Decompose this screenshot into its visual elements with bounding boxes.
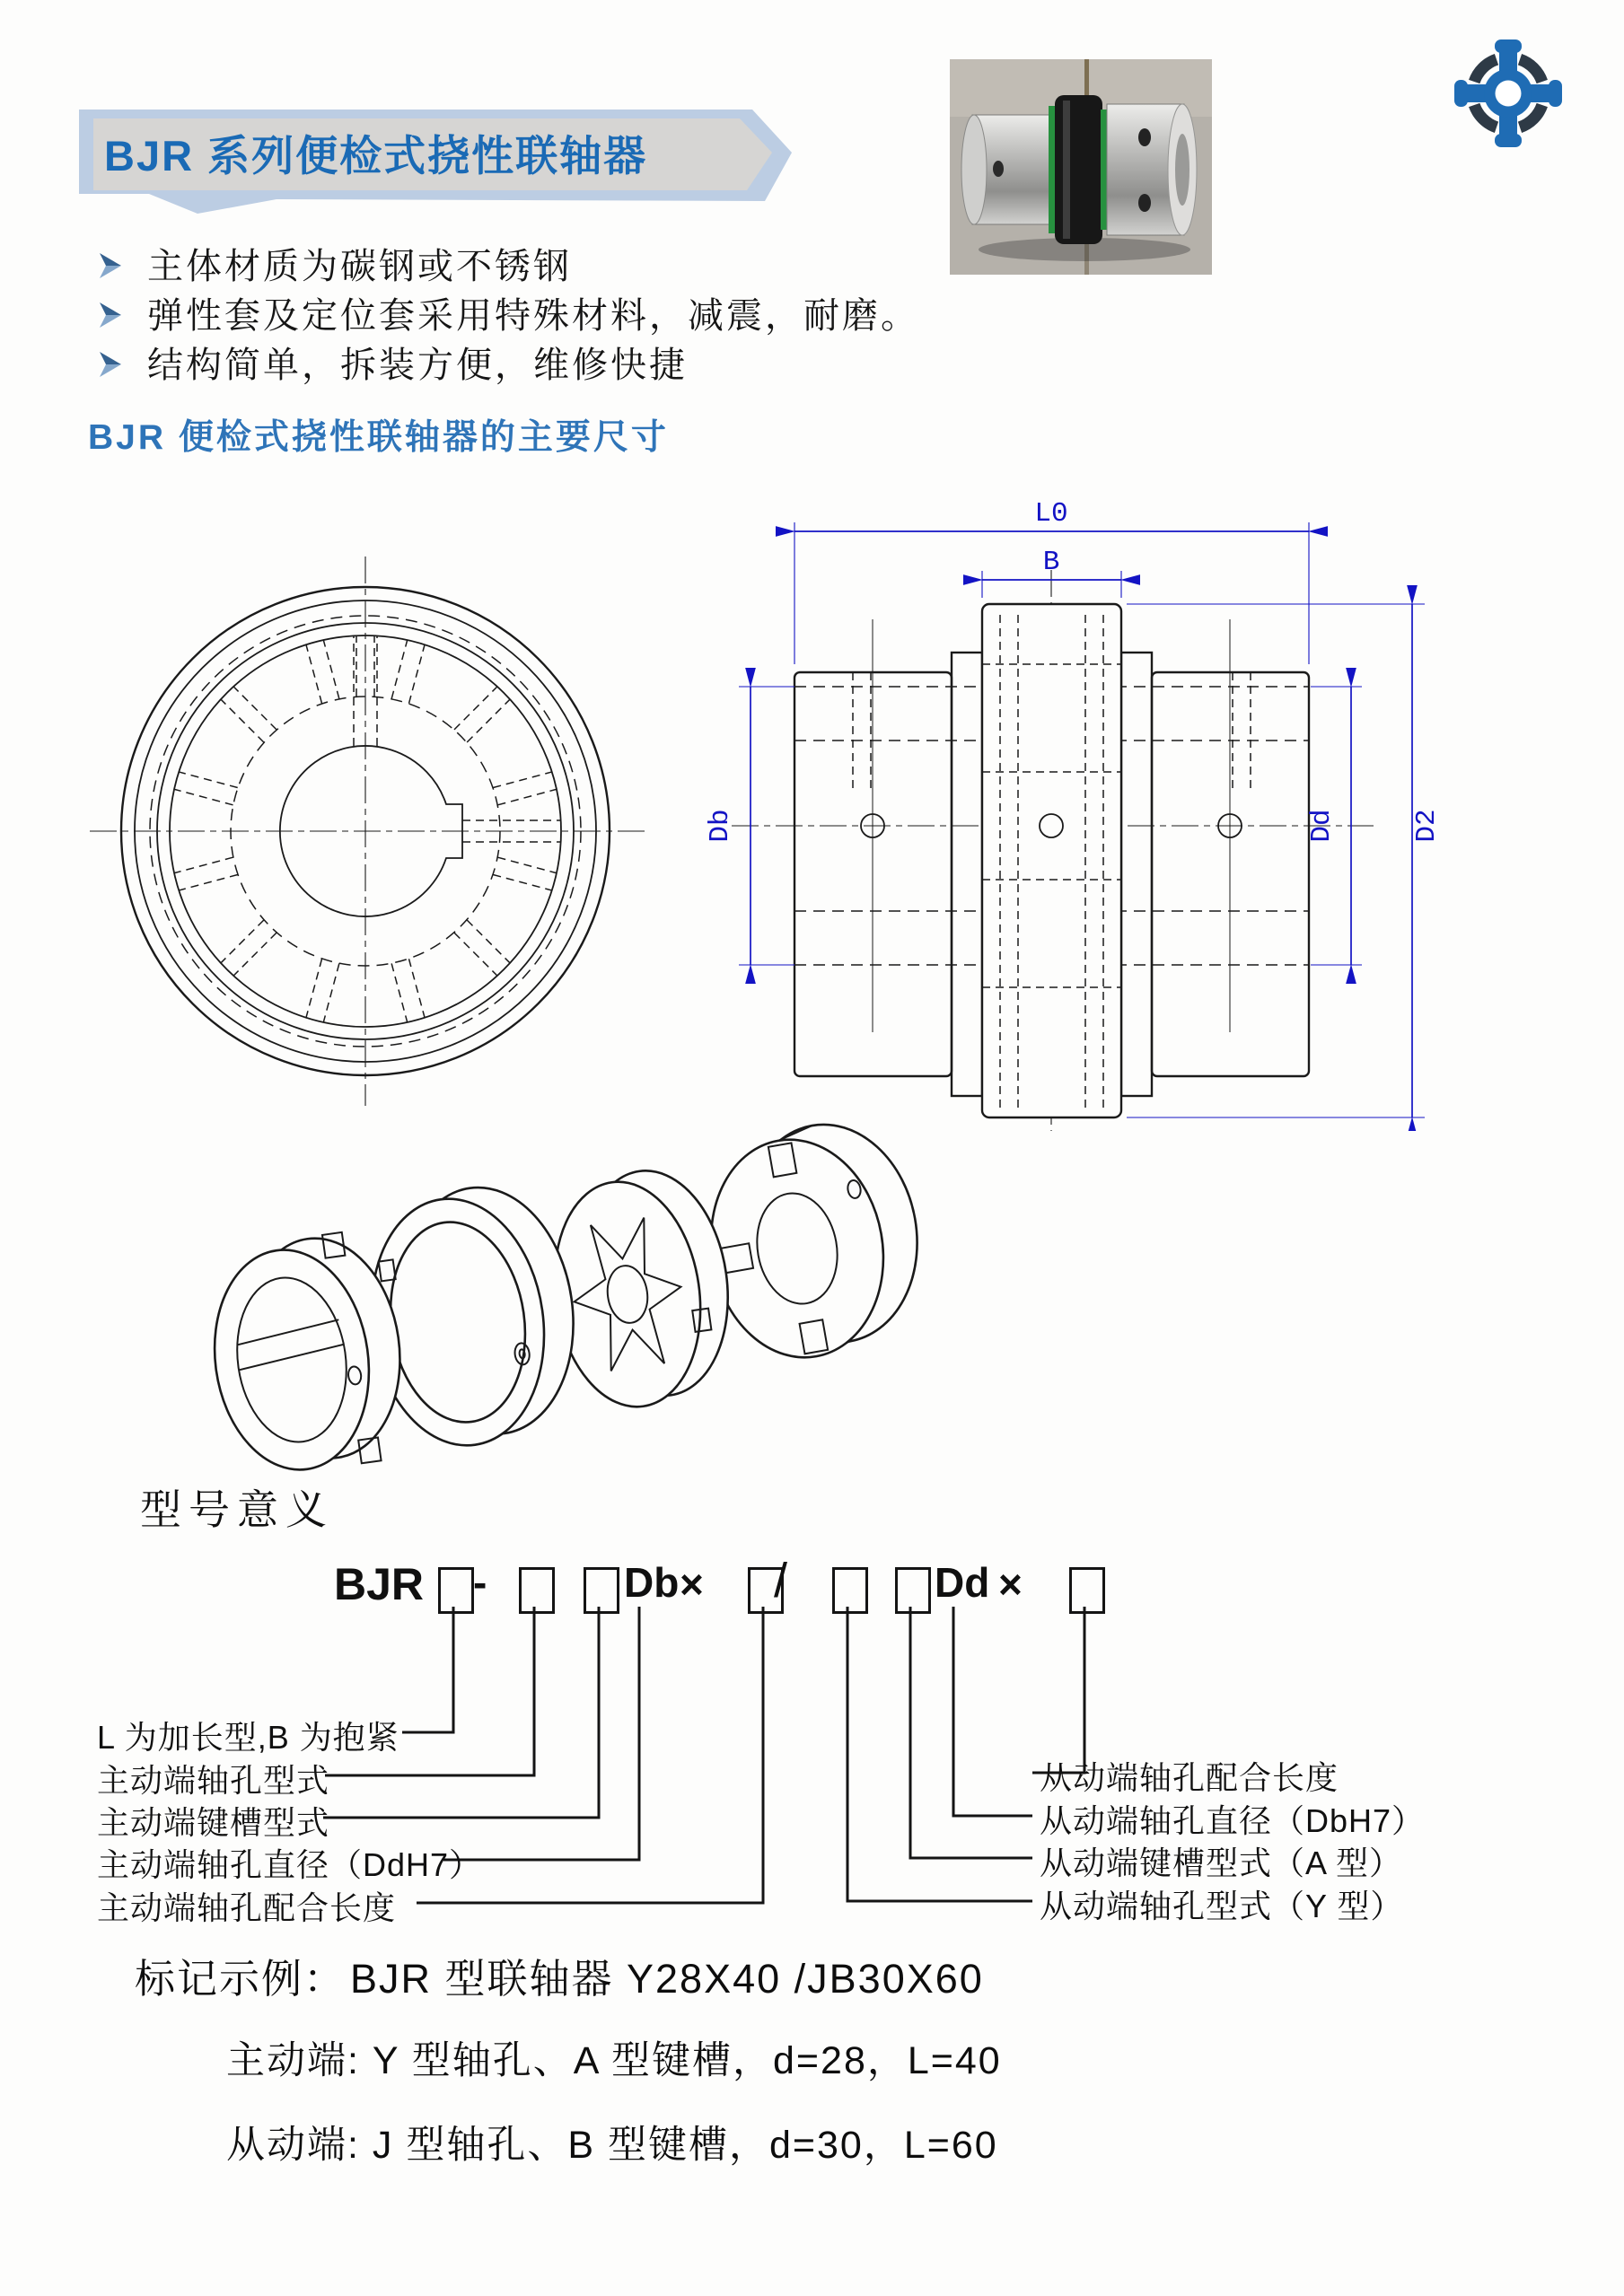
code-dash: - [473,1559,487,1606]
example-model: BJR 型联轴器 Y28X40 /JB30X60 [350,1956,984,2002]
dim-label-db: Db [705,809,736,843]
example-driven-end: 从动端: J 型轴孔、B 型键槽，d=30，L=60 [226,2124,998,2167]
page-title: BJR 系列便检式挠性联轴器 [104,132,648,180]
bullet-arrow-icon [97,350,124,379]
right-collar [1121,653,1152,1096]
model-label-left-3: 主动端键槽型式 [97,1804,330,1841]
code-prefix: BJR [334,1559,425,1609]
exploded-right-hub [693,1115,936,1371]
list-item [97,346,919,384]
model-label-left-2: 主动端轴孔型式 [97,1762,330,1799]
title-banner [63,104,821,217]
photo-coupling [961,95,1197,244]
left-collar [952,653,982,1096]
code-slash: / [774,1554,788,1608]
coupling-logo-icon [1454,38,1562,149]
feature-list [97,248,919,396]
example-driving-end: 主动端: Y 型轴孔、A 型键槽，d=28，L=40 [226,2039,1002,2082]
exploded-view [126,1115,988,1501]
code-times-1: × [680,1561,704,1608]
front-view [90,556,646,1106]
model-label-right-3: 从动端键槽型式（A 型） [1040,1845,1403,1881]
bullet-arrow-icon [97,301,124,329]
dimension-drawing [63,485,1624,1131]
model-label-left-4: 主动端轴孔直径（DdH7） [97,1846,483,1883]
model-label-right-2: 从动端轴孔直径（DbH7） [1040,1802,1426,1839]
code-times-2: × [998,1561,1023,1608]
list-item [97,297,919,335]
model-label-left-1: L 为加长型,B 为抱紧 [97,1719,399,1756]
model-label-right-4: 从动端轴孔型式（Y 型） [1040,1888,1404,1924]
dim-label-d2: D2 [1411,809,1443,843]
code-db: Db [624,1559,680,1606]
photo-rubber-ring [1055,95,1102,244]
dim-label-b: B [1042,547,1060,578]
feature-text: 主体材质为碳钢或不锈钢 [147,247,572,286]
logo-cross [1454,39,1562,147]
section-title: BJR 便检式挠性联轴器的主要尺寸 [88,418,669,457]
dim-label-l0: L0 [1034,498,1068,530]
list-item [97,248,919,285]
code-dd: Dd [935,1559,990,1606]
model-label-right-1: 从动端轴孔配合长度 [1040,1759,1339,1796]
model-meaning-heading: 型号意义 [140,1486,334,1533]
side-view [732,570,1374,1131]
example-intro: 标记示例： [135,1956,347,2002]
model-label-left-5: 主动端轴孔配合长度 [97,1889,397,1926]
feature-text: 弹性套及定位套采用特殊材料，减震，耐磨。 [147,296,919,336]
feature-text: 结构简单，拆装方便，维修快捷 [147,346,688,385]
center-sleeve [982,604,1121,1117]
dim-label-dd: Dd [1306,809,1338,843]
product-photo [950,59,1212,275]
bullet-arrow-icon [97,251,124,280]
